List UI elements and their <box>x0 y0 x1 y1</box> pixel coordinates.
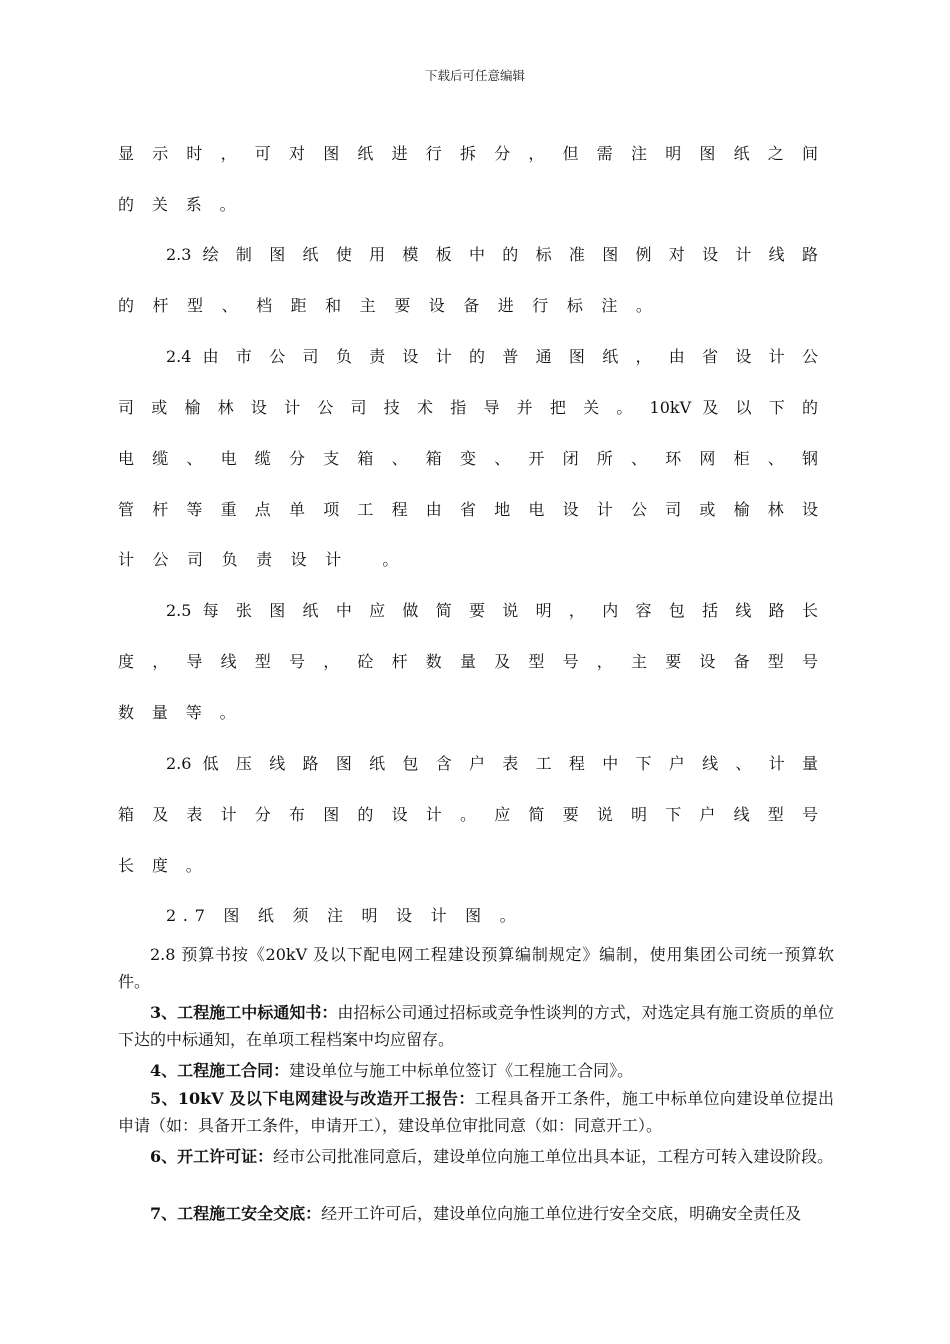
paragraph-text: 由招标公司通过招标或竞争性谈判的方式，对选定具有施工资质的单位下达的中标通知，在单项工程档案中均应留存。 <box>118 1003 834 1049</box>
text-line: 的 杆 型 、 档 距 和 主 要 设 备 进 行 标 注 。 <box>118 296 659 315</box>
paragraph-text: 经开工许可后，建设单位向施工单位进行安全交底，明确安全责任及 <box>321 1204 802 1223</box>
paragraph-permit <box>118 1143 834 1170</box>
paragraph-heading: 7、工程施工安全交底： <box>150 1204 322 1223</box>
paragraph-text: 建设单位与施工中标单位签订《工程施工合同》。 <box>289 1061 634 1080</box>
paragraph-start-report <box>118 1085 834 1139</box>
text-line: 长 度 。 <box>118 856 209 875</box>
paragraph-heading: 5、10kV 及以下电网建设与改造开工报告： <box>150 1089 475 1108</box>
text-line: 箱 及 表 计 分 布 图 的 设 计 。 应 简 要 说 明 下 户 线 型 号 <box>118 805 818 824</box>
paragraph-text: 2.8 预算书按《20kV 及以下配电网工程建设预算编制规定》编制，使用集团公司统一预算软件。 <box>118 945 834 991</box>
paragraph-bid-notice <box>118 999 834 1053</box>
text-line: 度 ， 导 线 型 号 ， 砼 杆 数 量 及 型 号 ， 主 要 设 备 型 号 <box>118 652 818 671</box>
text-line: 司 或 榆 林 设 计 公 司 技 术 指 导 并 把 关 。 10kV 及 以 下 的 <box>118 398 818 417</box>
text-line: 2.7 图 纸 须 注 明 设 计 图 。 <box>166 906 523 925</box>
text-line: 计 公 司 负 责 设 计 。 <box>118 550 406 569</box>
text-line: 显 示 时 ， 可 对 图 纸 进 行 拆 分 ， 但 需 注 明 图 纸 之 间 <box>118 144 818 163</box>
paragraph-budget <box>118 941 834 995</box>
text-line: 电 缆 、 电 缆 分 支 箱 、 箱 变 、 开 闭 所 、 环 网 柜 、 钢 <box>118 449 818 468</box>
paragraph-heading: 6、开工许可证： <box>150 1147 274 1166</box>
page-header: 下载后可任意编辑 <box>424 68 525 83</box>
text-line: 的 关 系 。 <box>118 195 243 214</box>
text-line: 2.5 每 张 图 纸 中 应 做 简 要 说 明 ， 内 容 包 括 线 路 长 <box>166 601 818 620</box>
paragraph-safety <box>118 1200 834 1227</box>
paragraph-heading: 3、工程施工中标通知书： <box>150 1003 338 1022</box>
paragraph-text: 工程具备开工条件，施工中标单位向建设单位提出申请（如：具备开工条件，申请开工），建设单位审批同意（如：同意开工）。 <box>118 1089 834 1135</box>
text-line: 2.6 低 压 线 路 图 纸 包 含 户 表 工 程 中 下 户 线 、 计 量 <box>166 754 818 773</box>
text-line: 2.4 由 市 公 司 负 责 设 计 的 普 通 图 纸 ， 由 省 设 计 公 <box>166 347 818 366</box>
paragraph-heading: 4、工程施工合同： <box>150 1061 290 1080</box>
text-line: 2.3 绘 制 图 纸 使 用 模 板 中 的 标 准 图 例 对 设 计 线 路 <box>166 245 818 264</box>
paragraph-contract <box>118 1057 834 1084</box>
paragraph-text: 经市公司批准同意后，建设单位向施工单位出具本证，工程方可转入建设阶段。 <box>273 1147 834 1166</box>
text-line: 管 杆 等 重 点 单 项 工 程 由 省 地 电 设 计 公 司 或 榆 林 设 <box>118 500 818 519</box>
text-line: 数 量 等 。 <box>118 703 243 722</box>
